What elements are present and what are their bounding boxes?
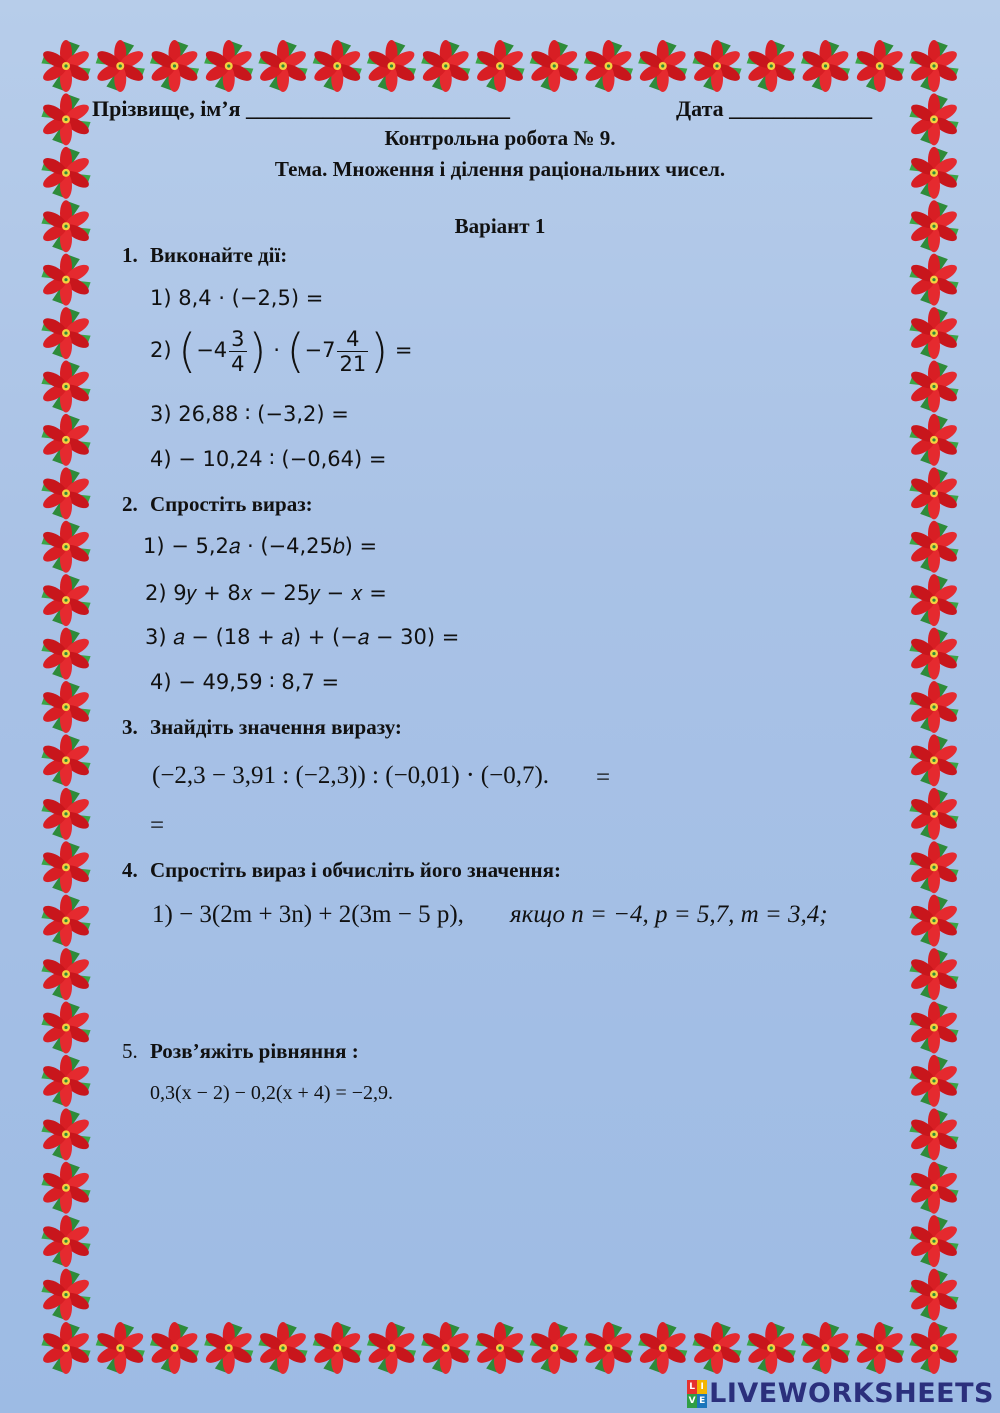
poinsettia-icon [40,1002,91,1054]
date-label: Дата [676,96,724,121]
poinsettia-icon [908,1055,959,1107]
poinsettia-icon [908,307,959,359]
poinsettia-icon [95,40,146,92]
poinsettia-icon [257,1322,308,1374]
poinsettia-icon [637,1322,688,1374]
poinsettia-icon [908,628,959,680]
poinsettia-icon [40,948,91,1000]
poinsettia-icon [474,1322,525,1374]
name-blank[interactable]: ________________________ [246,96,511,121]
poinsettia-icon [40,1322,91,1374]
poinsettia-icon [908,254,959,306]
poinsettia-icon [800,1322,851,1374]
poinsettia-icon [474,40,525,92]
liveworksheets-logo [687,1378,994,1409]
poinsettia-icon [40,1269,91,1321]
poinsettia-icon [691,1322,742,1374]
fraction: $\frac{3}{4}$ [231,326,245,376]
poinsettia-icon [908,1215,959,1267]
poinsettia-icon [908,895,959,947]
poinsettia-icon [40,574,91,626]
date-blank[interactable]: _____________ [729,96,873,121]
poinsettia-icon [908,734,959,786]
poinsettia-icon [908,1162,959,1214]
logo-letter-e: E [699,1395,706,1406]
task-5-equation: 0,3(x − 2) − 0,2(x + 4) = −2,9. [150,1082,394,1104]
poinsettia-icon [149,40,200,92]
poinsettia-icon [420,40,471,92]
poinsettia-icon [908,681,959,733]
poinsettia-icon [40,467,91,519]
poinsettia-icon [908,948,959,1000]
poinsettia-icon [908,467,959,519]
poinsettia-icon [908,1002,959,1054]
poinsettia-icon [854,1322,905,1374]
poinsettia-icon [366,40,417,92]
variant-label: Варіант 1 [454,214,546,238]
task-2-title: 2. Спростіть вираз: [122,492,313,516]
poinsettia-icon [583,1322,634,1374]
task-3-title: 3. Знайдіть значення виразу: [122,715,402,739]
logo-letter-i: I [697,1380,707,1394]
poinsettia-icon [40,361,91,413]
test-title: Контрольна робота № 9. [384,126,616,150]
poinsettia-icon [40,681,91,733]
name-label: Прізвище, ім’я [92,96,241,121]
poinsettia-icon [40,1108,91,1160]
header-row [92,96,892,122]
topic-line: Тема. Множення і ділення раціональних чисел. [274,157,726,181]
poinsettia-icon [908,1108,959,1160]
poinsettia-icon [149,1322,200,1374]
poinsettia-icon [312,1322,363,1374]
poinsettia-icon [40,40,91,92]
poinsettia-icon [908,574,959,626]
poinsettia-icon [40,628,91,680]
task-3-expression: (−2,3 − 3,91 : (−2,3)) : (−0,01) ⋅ (−0,7). [152,762,550,789]
fraction: $\frac{4}{21}$ [339,326,367,376]
poinsettia-icon [40,841,91,893]
logo-letter-l: L [687,1380,697,1394]
poinsettia-icon [40,521,91,573]
poinsettia-icon [691,40,742,92]
task-3-equals-2: = [150,812,165,839]
poinsettia-icon [908,1322,959,1374]
poinsettia-icon [40,1055,91,1107]
poinsettia-icon [746,1322,797,1374]
task-5-title: 5. Розв’яжіть рівняння : [122,1039,359,1063]
task-1-title: 1. Виконайте дії: [122,243,288,267]
task-2-item-2: 2) 9𝑦 + 8𝑥 − 25𝑦 − 𝑥 = [145,581,387,605]
task-4-expression: 1) − 3(2m + 3n) + 2(3m − 5 p), [152,901,464,928]
date-field [676,96,872,122]
task-1-item-3: 3) 26,88 ∶ (−3,2) = [150,402,349,426]
poinsettia-icon [40,1215,91,1267]
task-1-item-2: 2) (−4 $\frac{3}{4}$ ) ⋅ (−7 $\frac{4}{21}$ ) = [150,324,413,378]
logo-icon [687,1380,707,1408]
poinsettia-icon [203,40,254,92]
task-1-item-1: 1) 8,4 ⋅ (−2,5) = [150,286,324,310]
poinsettia-icon [908,788,959,840]
task-1-item-4: 4) − 10,24 ∶ (−0,64) = [150,447,387,471]
logo-letter-v: V [688,1395,696,1406]
poinsettia-icon [95,1322,146,1374]
poinsettia-icon [854,40,905,92]
poinsettia-icon [908,40,959,92]
poinsettia-icon [203,1322,254,1374]
poinsettia-icon [420,1322,471,1374]
poinsettia-icon [800,40,851,92]
poinsettia-icon [908,414,959,466]
poinsettia-icon [366,1322,417,1374]
poinsettia-icon [746,40,797,92]
task-2-item-4: 4) − 49,59 ∶ 8,7 = [150,670,340,694]
task-3-equals-1: = [596,764,611,791]
poinsettia-icon [908,361,959,413]
poinsettia-icon [257,40,308,92]
poinsettia-icon [40,788,91,840]
poinsettia-icon [40,254,91,306]
poinsettia-icon [529,1322,580,1374]
poinsettia-icon [40,1162,91,1214]
poinsettia-icon [40,734,91,786]
poinsettia-icon [908,521,959,573]
poinsettia-icon [40,307,91,359]
poinsettia-icon [312,40,363,92]
task-4-condition: якщо n = −4, p = 5,7, m = 3,4; [510,901,828,928]
task-2-item-1: 1) − 5,2𝑎 ⋅ (−4,25𝑏) = [143,534,378,558]
poinsettia-icon [908,841,959,893]
task-4-title: 4. Спростіть вираз і обчисліть його значення: [122,858,562,882]
poinsettia-icon [40,895,91,947]
poinsettia-icon [529,40,580,92]
poinsettia-icon [637,40,688,92]
poinsettia-icon [583,40,634,92]
logo-text: LIVEWORKSHEETS [709,1378,994,1409]
poinsettia-icon [40,414,91,466]
task-2-item-3: 3) 𝑎 − (18 + 𝑎) + (−𝑎 − 30) = [145,625,460,649]
poinsettia-icon [908,1269,959,1321]
